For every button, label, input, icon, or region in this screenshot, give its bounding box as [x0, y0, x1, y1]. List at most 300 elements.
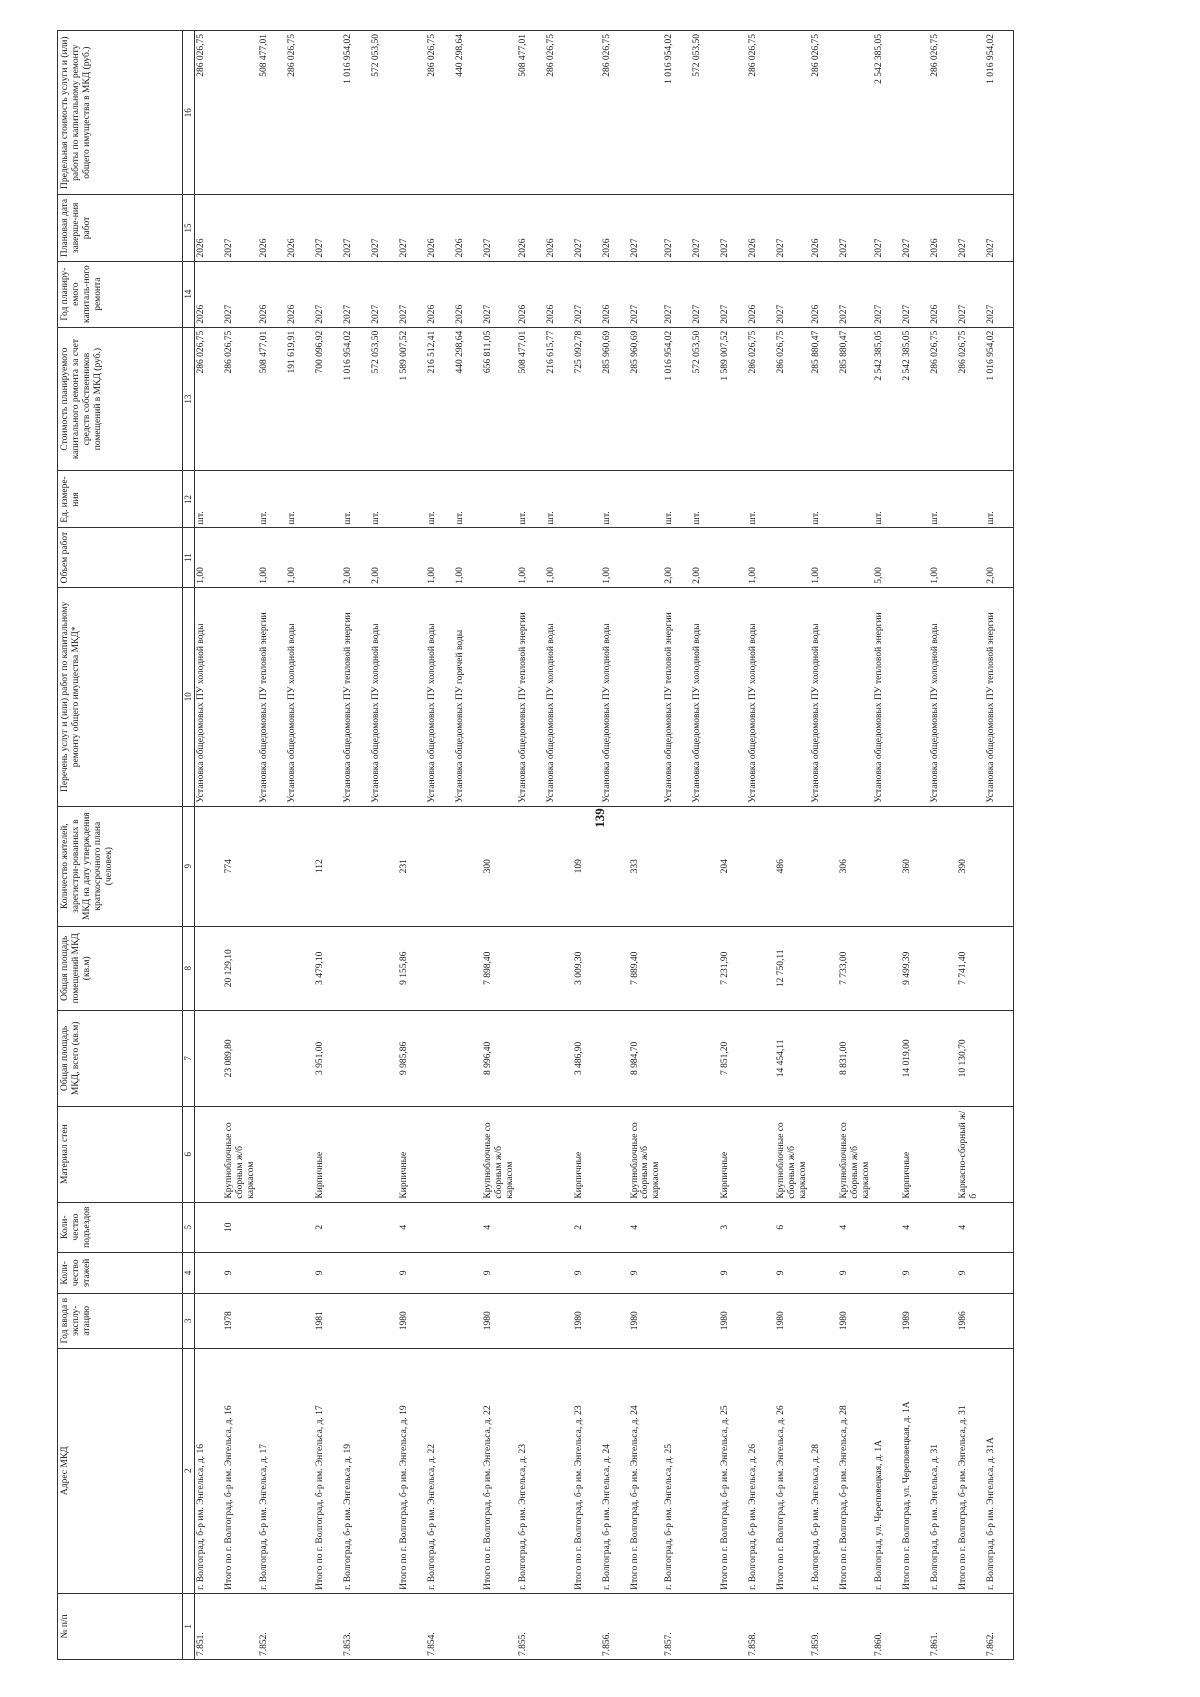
table-cell — [342, 1202, 370, 1252]
table-cell — [398, 587, 426, 806]
table-cell: 2027 — [838, 261, 873, 327]
table-cell: 572 053,50 — [691, 31, 719, 195]
table-cell: 300 — [482, 806, 517, 926]
table-cell: 2026 — [286, 195, 314, 261]
table-cell: 9 — [838, 1252, 873, 1293]
table-cell — [691, 1106, 719, 1202]
table-cell: 5,00 — [873, 528, 901, 587]
table-cell: шт. — [454, 471, 482, 528]
table-cell — [370, 1010, 398, 1106]
table-cell — [342, 1293, 370, 1348]
table-cell: 2027 — [691, 195, 719, 261]
table-cell: 286 026,75 — [747, 31, 775, 195]
table-cell: 286 026,75 — [195, 327, 224, 471]
table-cell: Установка общедомовых ПУ холодной воды — [426, 587, 454, 806]
header-row — [58, 31, 183, 1660]
table-cell — [985, 1293, 1014, 1348]
table-cell: 286 026,75 — [810, 31, 838, 195]
table-cell: 3 486,90 — [573, 1010, 601, 1106]
table-cell — [985, 806, 1014, 926]
table-cell: 1 016 954,02 — [342, 327, 370, 471]
table-cell: г. Волгоград, б-р им. Энгельса, д. 19 — [342, 1348, 370, 1593]
table-cell: 9 — [719, 1252, 747, 1293]
table-cell — [838, 31, 873, 195]
table-cell — [775, 528, 810, 587]
table-cell: 2026 — [258, 195, 286, 261]
table-cell: 4 — [957, 1202, 985, 1252]
table-cell — [517, 1252, 545, 1293]
table-cell — [719, 471, 747, 528]
column-header: Коли-чество этажей — [58, 1252, 183, 1293]
table-cell — [810, 926, 838, 1010]
table-row — [985, 31, 1014, 1660]
table-cell: 2027 — [719, 195, 747, 261]
table-cell: 1,00 — [258, 528, 286, 587]
table-cell — [286, 1593, 314, 1659]
table-cell: 508 477,01 — [258, 31, 286, 195]
table-cell: 2027 — [573, 195, 601, 261]
table-row — [398, 31, 426, 1660]
table-cell: 1980 — [398, 1293, 426, 1348]
table-cell — [838, 528, 873, 587]
table-row — [286, 31, 314, 1660]
table-row — [747, 31, 775, 1660]
table-cell: 2026 — [810, 195, 838, 261]
table-cell — [482, 471, 517, 528]
column-number: 8 — [183, 926, 195, 1010]
table-cell — [663, 806, 691, 926]
table-cell — [370, 1348, 398, 1593]
table-cell — [370, 1202, 398, 1252]
table-cell — [957, 31, 985, 195]
table-cell — [810, 1010, 838, 1106]
table-cell: 2026 — [286, 261, 314, 327]
table-cell: 9 499,39 — [901, 926, 929, 1010]
table-row — [663, 31, 691, 1660]
table-cell — [258, 1010, 286, 1106]
table-cell — [901, 1593, 929, 1659]
table-cell: шт. — [985, 471, 1014, 528]
table-cell: Установка общедомовых ПУ холодной воды — [370, 587, 398, 806]
table-cell: 2027 — [314, 195, 342, 261]
table-cell: 1,00 — [454, 528, 482, 587]
table-cell: 2026 — [601, 195, 629, 261]
rotated-table-container — [57, 30, 1135, 1660]
table-cell — [747, 926, 775, 1010]
column-number: 11 — [183, 528, 195, 587]
table-row — [601, 31, 629, 1660]
table-cell — [545, 1293, 573, 1348]
table-cell: 9 — [901, 1252, 929, 1293]
table-cell: 2027 — [398, 261, 426, 327]
table-cell — [573, 471, 601, 528]
table-cell: 333 — [629, 806, 664, 926]
table-cell — [454, 1106, 482, 1202]
column-number: 10 — [183, 587, 195, 806]
table-cell: 1980 — [719, 1293, 747, 1348]
table-cell — [517, 926, 545, 1010]
table-cell: 2027 — [482, 195, 517, 261]
table-cell: 2027 — [482, 261, 517, 327]
table-cell: 9 — [223, 1252, 258, 1293]
table-cell — [398, 471, 426, 528]
column-header: № п/п — [58, 1593, 183, 1659]
table-cell — [901, 587, 929, 806]
table-row — [426, 31, 454, 1660]
table-cell — [957, 471, 985, 528]
table-cell — [398, 1593, 426, 1659]
table-cell: 3 951,00 — [314, 1010, 342, 1106]
table-cell: 286 026,75 — [929, 327, 957, 471]
table-cell: 1 016 954,02 — [663, 31, 691, 195]
column-header: Предельная стоимость услуги и (или) работы по капитальному ремонту общего имущества в МКД (руб.) — [58, 31, 183, 195]
table-cell — [629, 528, 664, 587]
column-number: 15 — [183, 195, 195, 261]
table-cell: г. Волгоград, б-р им. Энгельса, д. 23 — [517, 1348, 545, 1593]
table-cell: 1980 — [573, 1293, 601, 1348]
column-number: 7 — [183, 1010, 195, 1106]
column-number: 12 — [183, 471, 195, 528]
table-cell: 7 733,00 — [838, 926, 873, 1010]
table-cell: 1,00 — [929, 528, 957, 587]
table-cell — [985, 1010, 1014, 1106]
table-cell — [691, 1593, 719, 1659]
table-cell: 2027 — [873, 195, 901, 261]
table-cell — [601, 1202, 629, 1252]
table-cell: Кирпичные — [398, 1106, 426, 1202]
table-cell: 3 479,10 — [314, 926, 342, 1010]
column-number: 6 — [183, 1106, 195, 1202]
table-cell — [223, 31, 258, 195]
table-cell — [901, 471, 929, 528]
table-cell — [601, 806, 629, 926]
table-cell — [747, 1252, 775, 1293]
table-cell — [195, 1202, 224, 1252]
table-cell: 286 026,75 — [929, 31, 957, 195]
table-cell: Установка общедомовых ПУ холодной воды — [929, 587, 957, 806]
table-cell: г. Волгоград, б-р им. Энгельса, д. 17 — [258, 1348, 286, 1593]
table-cell: 2,00 — [663, 528, 691, 587]
table-cell: 4 — [838, 1202, 873, 1252]
table-cell — [195, 1106, 224, 1202]
table-cell — [286, 806, 314, 926]
column-number: 16 — [183, 31, 195, 195]
table-cell: 4 — [398, 1202, 426, 1252]
table-cell: 1989 — [901, 1293, 929, 1348]
table-cell — [286, 926, 314, 1010]
table-cell — [342, 1106, 370, 1202]
table-row — [838, 31, 873, 1660]
table-cell — [929, 1106, 957, 1202]
table-cell: шт. — [286, 471, 314, 528]
table-cell — [929, 806, 957, 926]
table-cell — [342, 1252, 370, 1293]
table-cell: Установка общедомовых ПУ горячей воды — [454, 587, 482, 806]
table-cell: Итого по г. Волгоград, б-р им. Энгельса, д. 28 — [838, 1348, 873, 1593]
table-cell — [747, 1010, 775, 1106]
column-header: Общая площадь помещений МКД (кв.м) — [58, 926, 183, 1010]
table-cell: Итого по г. Волгоград, б-р им. Энгельса, д. 31 — [957, 1348, 985, 1593]
table-cell: 2027 — [691, 261, 719, 327]
table-cell: 572 053,50 — [370, 327, 398, 471]
table-cell — [370, 1106, 398, 1202]
table-cell — [929, 1010, 957, 1106]
table-cell — [314, 528, 342, 587]
table-cell — [195, 1252, 224, 1293]
table-cell — [286, 1348, 314, 1593]
table-cell — [691, 1348, 719, 1593]
table-cell: Итого по г. Волгоград, б-р им. Энгельса, д. 24 — [629, 1348, 664, 1593]
column-number: 9 — [183, 806, 195, 926]
table-row — [482, 31, 517, 1660]
table-cell: 2027 — [342, 195, 370, 261]
column-number: 1 — [183, 1593, 195, 1659]
table-cell: 1 016 954,02 — [985, 31, 1014, 195]
table-cell: шт. — [258, 471, 286, 528]
table-cell: 2026 — [426, 195, 454, 261]
table-cell: Крупноблочные со сборным ж/б каркасом — [838, 1106, 873, 1202]
repair-plan-table — [57, 30, 1014, 1660]
table-cell — [719, 587, 747, 806]
table-cell — [482, 587, 517, 806]
table-cell: 2026 — [545, 195, 573, 261]
table-cell: 2026 — [545, 261, 573, 327]
table-cell — [810, 1106, 838, 1202]
table-cell: 2027 — [342, 261, 370, 327]
table-cell: 9 — [398, 1252, 426, 1293]
table-cell — [342, 1010, 370, 1106]
table-cell: 2026 — [454, 261, 482, 327]
table-cell — [454, 1252, 482, 1293]
table-cell — [810, 1252, 838, 1293]
table-cell: Итого по г. Волгоград, б-р им. Энгельса, д. 17 — [314, 1348, 342, 1593]
table-cell — [775, 587, 810, 806]
table-cell — [454, 1348, 482, 1593]
table-cell: 1,00 — [195, 528, 224, 587]
table-cell: 285 960,69 — [629, 327, 664, 471]
table-cell — [873, 1010, 901, 1106]
table-cell: 390 — [957, 806, 985, 926]
table-cell — [838, 587, 873, 806]
column-header: Ед. измере-ния — [58, 471, 183, 528]
table-cell — [223, 587, 258, 806]
table-cell: 9 — [314, 1252, 342, 1293]
table-cell: 2027 — [719, 261, 747, 327]
table-cell: 1 016 954,02 — [985, 327, 1014, 471]
table-cell: Установка общедомовых ПУ холодной воды — [195, 587, 224, 806]
table-cell: 7.859. — [810, 1593, 838, 1659]
table-cell — [838, 1593, 873, 1659]
table-cell: 204 — [719, 806, 747, 926]
table-row — [258, 31, 286, 1660]
table-cell: 285 880,47 — [810, 327, 838, 471]
table-cell: Крупноблочные со сборным ж/б каркасом — [629, 1106, 664, 1202]
table-cell — [545, 1252, 573, 1293]
table-cell: 9 — [482, 1252, 517, 1293]
table-row — [314, 31, 342, 1660]
table-cell: 2026 — [517, 195, 545, 261]
table-cell — [691, 806, 719, 926]
table-cell — [286, 1293, 314, 1348]
table-row — [775, 31, 810, 1660]
table-cell — [601, 1293, 629, 1348]
table-cell — [426, 1202, 454, 1252]
table-cell — [775, 31, 810, 195]
table-cell: 1980 — [775, 1293, 810, 1348]
table-cell: 7.852. — [258, 1593, 286, 1659]
table-cell — [573, 31, 601, 195]
table-cell — [629, 1593, 664, 1659]
table-cell — [195, 926, 224, 1010]
table-cell — [573, 587, 601, 806]
page-number: 139 — [592, 808, 607, 828]
table-cell: 7 889,40 — [629, 926, 664, 1010]
table-cell: 1 016 954,02 — [663, 327, 691, 471]
table-cell — [901, 31, 929, 195]
table-cell: 2026 — [929, 195, 957, 261]
column-header: Перечень услуг и (или) работ по капитальному ремонту общего имущества МКД* — [58, 587, 183, 806]
table-cell — [957, 587, 985, 806]
table-cell: 2 — [573, 1202, 601, 1252]
table-cell: г. Волгоград, б-р им. Энгельса, д. 26 — [747, 1348, 775, 1593]
table-cell: 1,00 — [810, 528, 838, 587]
table-cell: 7.862. — [985, 1593, 1014, 1659]
table-row — [719, 31, 747, 1660]
column-number: 5 — [183, 1202, 195, 1252]
table-cell — [663, 1293, 691, 1348]
table-cell: 8 984,70 — [629, 1010, 664, 1106]
table-cell: 306 — [838, 806, 873, 926]
table-cell: 2027 — [775, 261, 810, 327]
table-cell: Крупноблочные со сборным ж/б каркасом — [775, 1106, 810, 1202]
table-cell — [545, 1202, 573, 1252]
table-cell: 6 — [775, 1202, 810, 1252]
table-cell: 4 — [629, 1202, 664, 1252]
table-row — [873, 31, 901, 1660]
table-cell — [873, 1106, 901, 1202]
table-cell: 9 — [775, 1252, 810, 1293]
table-cell — [573, 528, 601, 587]
table-cell — [314, 1593, 342, 1659]
table-cell — [838, 471, 873, 528]
table-cell — [258, 1252, 286, 1293]
table-cell: 2 542 385,05 — [873, 327, 901, 471]
table-cell: 2026 — [258, 261, 286, 327]
table-cell — [258, 806, 286, 926]
table-cell: Итого по г. Волгоград, б-р им. Энгельса, д. 25 — [719, 1348, 747, 1593]
table-cell: 2027 — [873, 261, 901, 327]
table-cell — [370, 1593, 398, 1659]
table-cell: Установка общедомовых ПУ тепловой энергии — [342, 587, 370, 806]
table-cell — [810, 1293, 838, 1348]
table-cell — [454, 1593, 482, 1659]
table-cell: 7.857. — [663, 1593, 691, 1659]
table-cell — [314, 587, 342, 806]
table-row — [573, 31, 601, 1660]
table-cell: 2026 — [517, 261, 545, 327]
table-cell — [873, 1202, 901, 1252]
table-cell: г. Волгоград, б-р им. Энгельса, д. 31 — [929, 1348, 957, 1593]
table-cell: 286 026,75 — [775, 327, 810, 471]
table-cell: 2026 — [747, 261, 775, 327]
table-cell: Итого по г. Волгоград, б-р им. Энгельса, д. 23 — [573, 1348, 601, 1593]
table-cell: 2 — [314, 1202, 342, 1252]
table-cell — [314, 471, 342, 528]
table-cell — [663, 1106, 691, 1202]
table-cell: 2026 — [195, 195, 224, 261]
table-row — [901, 31, 929, 1660]
table-cell: шт. — [810, 471, 838, 528]
table-cell: Установка общедомовых ПУ тепловой энергии — [873, 587, 901, 806]
table-row — [929, 31, 957, 1660]
table-cell: 7.856. — [601, 1593, 629, 1659]
table-cell: Установка общедомовых ПУ тепловой энергии — [663, 587, 691, 806]
table-cell: 2027 — [957, 195, 985, 261]
table-cell: 2,00 — [370, 528, 398, 587]
table-cell — [663, 1010, 691, 1106]
table-cell — [985, 926, 1014, 1010]
table-cell: 1,00 — [545, 528, 573, 587]
table-cell: 1980 — [838, 1293, 873, 1348]
table-cell: 10 — [223, 1202, 258, 1252]
table-cell: 286 026,75 — [195, 31, 224, 195]
table-cell — [454, 1202, 482, 1252]
table-cell: г. Волгоград, ул. Череповецкая, д. 1А — [873, 1348, 901, 1593]
table-cell — [929, 1252, 957, 1293]
table-cell — [482, 1593, 517, 1659]
table-cell: 508 477,01 — [258, 327, 286, 471]
table-cell: 4 — [482, 1202, 517, 1252]
table-row — [629, 31, 664, 1660]
table-cell: Кирпичные — [719, 1106, 747, 1202]
table-cell: Установка общедомовых ПУ холодной воды — [810, 587, 838, 806]
table-header — [58, 31, 195, 1660]
table-cell: Крупноблочные со сборным ж/б каркасом — [482, 1106, 517, 1202]
table-cell: 1980 — [629, 1293, 664, 1348]
table-cell: 486 — [775, 806, 810, 926]
table-cell: Кирпичные — [901, 1106, 929, 1202]
column-number: 13 — [183, 327, 195, 471]
table-cell: г. Волгоград, б-р им. Энгельса, д. 28 — [810, 1348, 838, 1593]
table-cell — [223, 1593, 258, 1659]
table-cell: 7 851,20 — [719, 1010, 747, 1106]
table-cell: 12 750,11 — [775, 926, 810, 1010]
table-row — [545, 31, 573, 1660]
table-cell: 7.855. — [517, 1593, 545, 1659]
table-cell — [601, 926, 629, 1010]
table-cell: 10 130,70 — [957, 1010, 985, 1106]
table-cell — [545, 1348, 573, 1593]
table-cell: 9 985,86 — [398, 1010, 426, 1106]
column-number: 3 — [183, 1293, 195, 1348]
table-row — [370, 31, 398, 1660]
table-cell — [398, 528, 426, 587]
table-cell — [719, 31, 747, 195]
table-row — [223, 31, 258, 1660]
table-cell: шт. — [517, 471, 545, 528]
table-cell: 7.854. — [426, 1593, 454, 1659]
table-cell — [517, 1106, 545, 1202]
column-number-row — [183, 31, 195, 1660]
table-cell: 23 089,80 — [223, 1010, 258, 1106]
table-cell: 286 026,75 — [747, 327, 775, 471]
table-cell: 1,00 — [747, 528, 775, 587]
table-cell — [873, 926, 901, 1010]
table-cell — [454, 1293, 482, 1348]
table-cell — [957, 1593, 985, 1659]
table-cell: 2027 — [957, 261, 985, 327]
table-cell — [370, 806, 398, 926]
